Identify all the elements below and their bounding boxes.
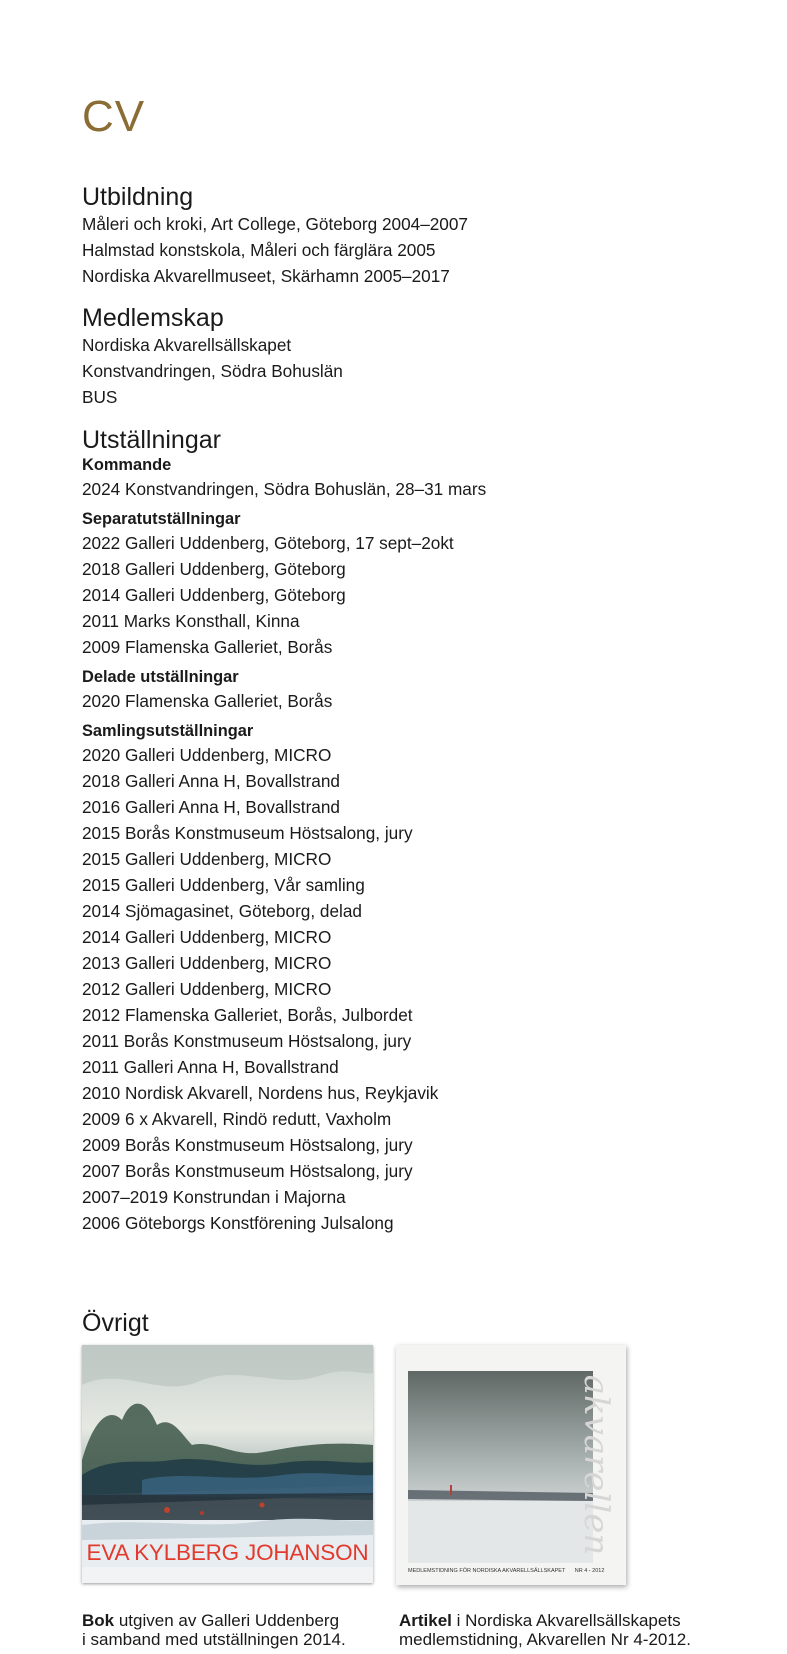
magazine-title: akvarellen xyxy=(576,1374,616,1556)
list-item: BUS xyxy=(82,387,118,407)
magazine-issue: NR 4 - 2012 xyxy=(574,1568,605,1574)
list-item: 2014 Galleri Uddenberg, MICRO xyxy=(82,927,332,947)
list-item: 2012 Galleri Uddenberg, MICRO xyxy=(82,979,332,999)
list-item: 2011 Galleri Anna H, Bovallstrand xyxy=(82,1057,339,1077)
list-item: 2011 Marks Konsthall, Kinna xyxy=(82,611,300,631)
list-item: Halmstad konstskola, Måleri och färglära 2005 xyxy=(82,240,436,260)
caption-text: i samband med utställningen 2014. xyxy=(82,1630,346,1649)
magazine-footer: MEDLEMSTIDNING FÖR NORDISKA AKVARELLSÄLLSKAPET xyxy=(408,1568,566,1574)
section-heading: Utbildning xyxy=(82,183,194,211)
list-item: 2009 6 x Akvarell, Rindö redutt, Vaxholm xyxy=(82,1109,392,1129)
page-title: CV xyxy=(82,92,146,141)
list-item: 2006 Göteborgs Konstförening Julsalong xyxy=(82,1213,394,1233)
section-heading: Utställningar xyxy=(82,426,221,454)
book-cover-text: EVA KYLBERG JOHANSON xyxy=(86,1540,369,1565)
list-item: 2011 Borås Konstmuseum Höstsalong, jury xyxy=(82,1031,412,1051)
section-medlemskap xyxy=(82,304,762,410)
list-item: 2015 Galleri Uddenberg, Vår samling xyxy=(82,875,365,895)
list-item: Nordiska Akvarellsällskapet xyxy=(82,335,292,355)
list-item: 2014 Galleri Uddenberg, Göteborg xyxy=(82,585,346,605)
caption-text: i Nordiska Akvarellsällskapets xyxy=(451,1611,681,1630)
section-heading: Övrigt xyxy=(82,1309,149,1337)
magazine-footer-row xyxy=(408,1568,618,1574)
magazine-image xyxy=(396,1345,626,1585)
list-item: 2014 Sjömagasinet, Göteborg, delad xyxy=(82,901,362,921)
list-item: Måleri och kroki, Art College, Göteborg 2004–2007 xyxy=(82,214,468,234)
article-caption xyxy=(399,1611,691,1649)
section-utbildning xyxy=(82,183,762,289)
list-item: 2020 Galleri Uddenberg, MICRO xyxy=(82,745,332,765)
caption-text: medlemstidning, Akvarellen Nr 4-2012. xyxy=(399,1630,691,1649)
list-item: 2020 Flamenska Galleriet, Borås xyxy=(82,691,333,711)
caption-bold: Bok xyxy=(82,1611,115,1630)
section-ovrigt xyxy=(82,1309,762,1337)
list-item: 2009 Flamenska Galleriet, Borås xyxy=(82,637,333,657)
subheading-kommande: Kommande xyxy=(82,456,172,474)
list-item: 2022 Galleri Uddenberg, Göteborg, 17 sept–2okt xyxy=(82,533,454,553)
subheading-delade: Delade utställningar xyxy=(82,668,239,686)
list-item: 2018 Galleri Anna H, Bovallstrand xyxy=(82,771,340,791)
list-item: 2013 Galleri Uddenberg, MICRO xyxy=(82,953,332,973)
list-item: 2012 Flamenska Galleriet, Borås, Julbordet xyxy=(82,1005,413,1025)
list-item: 2015 Galleri Uddenberg, MICRO xyxy=(82,849,332,869)
samling-list xyxy=(82,742,762,1236)
section-utstallningar xyxy=(82,426,762,1236)
list-item: Nordiska Akvarellmuseet, Skärhamn 2005–2017 xyxy=(82,266,450,286)
list-item: 2018 Galleri Uddenberg, Göteborg xyxy=(82,559,346,579)
subheading-separat: Separatutställningar xyxy=(82,510,241,528)
list-item: 2016 Galleri Anna H, Bovallstrand xyxy=(82,797,340,817)
book-cover-image xyxy=(82,1345,373,1583)
book-caption xyxy=(82,1611,346,1649)
caption-bold: Artikel xyxy=(399,1611,452,1630)
list-item: 2007 Borås Konstmuseum Höstsalong, jury xyxy=(82,1161,413,1181)
section-heading: Medlemskap xyxy=(82,304,224,332)
list-item: Konstvandringen, Södra Bohuslän xyxy=(82,361,343,381)
list-item: 2010 Nordisk Akvarell, Nordens hus, Reykjavik xyxy=(82,1083,439,1103)
subheading-samling: Samlingsutställningar xyxy=(82,722,254,740)
list-item: 2024 Konstvandringen, Södra Bohuslän, 28–31 mars xyxy=(82,479,487,499)
list-item: 2015 Borås Konstmuseum Höstsalong, jury xyxy=(82,823,413,843)
caption-text: utgiven av Galleri Uddenberg xyxy=(114,1611,340,1630)
list-item: 2009 Borås Konstmuseum Höstsalong, jury xyxy=(82,1135,413,1155)
list-item: 2007–2019 Konstrundan i Majorna xyxy=(82,1187,346,1207)
